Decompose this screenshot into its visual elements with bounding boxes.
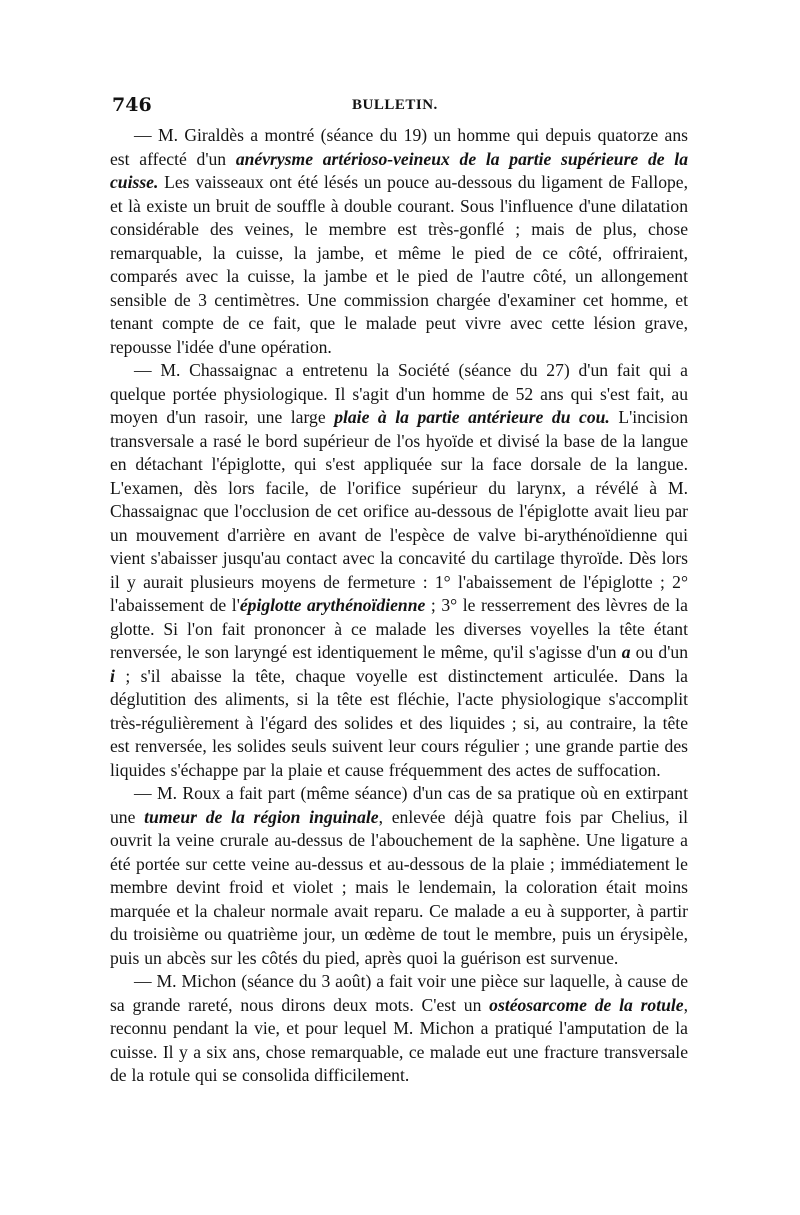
page-header <box>112 94 687 120</box>
paragraph-chassaignac <box>110 359 688 782</box>
running-head: BULLETIN. <box>352 97 438 113</box>
italic-term: épiglotte arythénoïdienne <box>239 595 426 615</box>
paragraph-giraldes <box>110 124 688 359</box>
text-run: Les vaisseaux ont été lésés un pouce au-dessous du ligament de Fallope, et là existe un bruit de souffle à double courant. Sous l'influence d'une dilatation considérable des veines, le membre est très-gonflé ; mais de plus, chose remarquable, la cuisse, la jambe, et même le pied de ce côté, offriraient, comparés avec la cuisse, la jambe et le pied de l'autre côté, un allongement sensible de 3 centimètres. Une commission chargée d'examiner cet homme, et tenant compte de ce fait, que le malade peut vivre avec cette lésion grave, repousse l'idée d'une opération. <box>110 172 688 357</box>
italic-term: plaie à la partie antérieure du cou. <box>334 407 610 427</box>
paragraph-roux <box>110 782 688 970</box>
text-run: L'incision transversale a rasé le bord supérieur de l'os hyoïde et divisé la base de la langue en détachant l'épiglotte, qui s'est appliquée sur la face dorsale de la langue. L'examen, dès lors facile, de l'orifice supérieur du larynx, a révélé à M. Chassaignac que l'occlusion de cet orifice au-dessous de l'épiglotte avait lieu par un mouvement d'arrière en avant de l'espèce de valve bi-arythénoïdienne qui vient s'abaisser jusqu'au contact avec la concavité du cartilage thyroïde. Dès lors il y aurait plusieurs moyens de fermeture : 1° l'abaissement de l'épiglotte ; 2° l'abaissement de l' <box>110 407 689 615</box>
body-text <box>110 124 688 1088</box>
page-number: 746 <box>112 94 152 116</box>
text-run: ; 3° le resserrement des lèvres de la glotte. Si l'on fait prononcer à ce malade les diverses voyelles la tête étant renversée, le son laryngé est identiquement le même, qu'il s'agisse d'un <box>110 595 688 662</box>
text-run: ; s'il abaisse la tête, chaque voyelle est distinctement articulée. Dans la déglutition des aliments, si la tête est fléchie, l'acte physiologique s'accomplit très-régulièrement à l'égard des solides et des liquides ; si, au contraire, la tête est renversée, les solides seuls suivent leur cours régulier ; une grande partie des liquides s'échappe par la plaie et cause fréquemment des actes de suffocation. <box>110 665 688 780</box>
italic-term: a <box>621 642 631 662</box>
paragraph-michon <box>110 970 688 1088</box>
italic-term: ostéosarcome de la rotule <box>489 994 684 1015</box>
italic-term: anévrysme artérioso-veineux de la partie supérieure de la cuisse. <box>110 148 688 192</box>
text-run: — M. Michon (séance du 3 août) a fait voir une pièce sur laquelle, à cause de sa grande rareté, nous dirons deux mots. C'est un <box>110 971 688 1015</box>
text-run: , reconnu pendant la vie, et pour lequel M. Michon a pratiqué l'amputation de la cuisse. Il y a six ans, chose remarquable, ce malade eut une fracture transversale de la rotule qui se consolida difficilement. <box>110 994 688 1085</box>
text-run: ou d'un <box>630 642 688 662</box>
text-run: — M. Giraldès a montré (séance du 19) un homme qui depuis quatorze ans est affecté d'un <box>110 125 688 169</box>
italic-term: i <box>110 665 115 686</box>
text-run: , enlevée déjà quatre fois par Chelius, il ouvrit la veine crurale au-dessus de l'abouchement de la saphène. Une ligature a été portée sur cette veine au-dessus et au-dessous de la plaie ; immédiatement le membre devint froid et violet ; mais le lendemain, la coloration était moins marquée et la chaleur normale avait reparu. Ce malade a eu à supporter, à partir du troisième ou quatrième jour, un œdème de tout le membre, puis un érysipèle, puis un abcès sur les côtés du pied, après quoi la guérison est survenue. <box>110 806 688 968</box>
text-run: — M. Chassaignac a entretenu la Société (séance du 27) d'un fait qui a quelque portée physiologique. Il s'agit d'un homme de 52 ans qui s'est fait, au moyen d'un rasoir, une large <box>110 360 688 427</box>
italic-term: tumeur de la région inguinale <box>144 806 379 827</box>
text-run: — M. Roux a fait part (même séance) d'un cas de sa pratique où en extirpant une <box>110 783 688 827</box>
